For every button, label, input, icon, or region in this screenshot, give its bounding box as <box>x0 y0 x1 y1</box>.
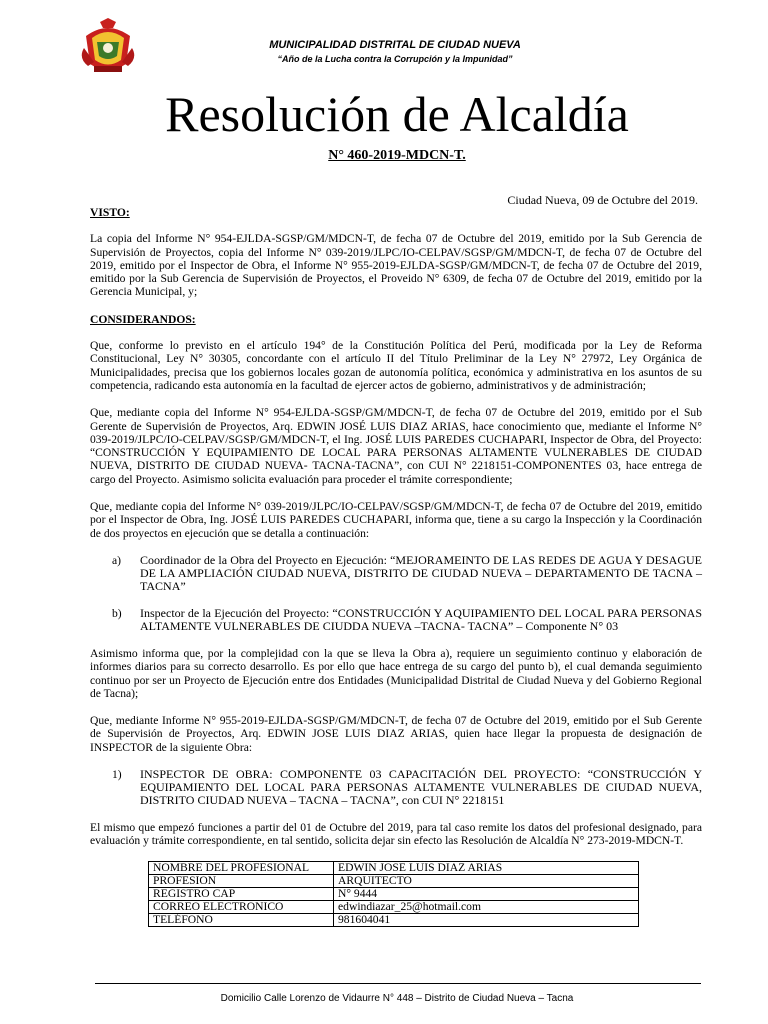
table-cell-label: TELÉFONO <box>149 913 334 926</box>
table-cell-value: EDWIN JOSE LUIS DIAZ ARIAS <box>334 861 639 874</box>
list-item-1 <box>90 768 702 807</box>
visto-paragraph: La copia del Informe N° 954-EJLDA-SGSP/GM/MDCN-T, de fecha 07 de Octubre del 2019, emitido por la Sub Gerencia de Supervisión de Proyectos, copia del Informe N° 039-2019/JLPC/IO-CELPAV/SGSP/GM/MDCN-T, de fecha 07 de Octubre del 2019, emitido por el Inspector de Obra, el Informe N° 955-2019-EJLDA-SGSP/GM/MDCN-T, de fecha 07 de Octubre del 2019, emitido por la Sub Gerencia de Supervisión de Proyectos, el Proveido N° 6309, de fecha 07 de Octubre del 2019, emitido por la Gerencia Municipal, y; <box>90 232 702 299</box>
list-item-a <box>90 554 702 593</box>
list-item-b <box>90 607 702 633</box>
list-marker: 1) <box>112 768 122 782</box>
table-cell-label: REGISTRO CAP <box>149 887 334 900</box>
considerando-paragraph-6: El mismo que empezó funciones a partir del 01 de Octubre del 2019, para tal caso remite los datos del profesional designado, para evaluación y trámite correspondiente, en tal sentido, solicita dejar sin efecto las Resolución de Alcaldía N° 273-2019-MDCN-T. <box>90 821 702 848</box>
resolution-number: N° 460-2019-MDCN-T. <box>328 148 466 163</box>
considerando-paragraph-2: Que, mediante copia del Informe N° 954-EJLDA-SGSP/GM/MDCN-T, de fecha 07 de Octubre del 2019, emitido por el Sub Gerente de Supervisión de Proyectos, Arq. EDWIN JOSÉ LUIS DIAZ ARIAS, hace conocimiento que, mediante el Informe N° 039-2019/JLPC/IO-CELPAV/SGSP/GM/MDCN-T, el Ing. JOSÉ LUIS PAREDES CUCHAPARI, Inspector de Obra, del Proyecto: “CONSTRUCCIÓN Y EQUIPAMIENTO DE LOCAL PARA PERSONAS ALTAMENTE VULNERABLES DE CIUDAD NUEVA, DISTRITO DE CIUDAD NUEVA- TACNA-TACNA”, con CUI N° 2218151-COMPONENTES 03, hace entrega de cargo del Proyecto. Asimismo solicita evaluación para proceder el trámite correspondiente; <box>90 406 702 486</box>
considerando-paragraph-3: Que, mediante copia del Informe N° 039-2019/JLPC/IO-CELPAV/SGSP/GM/MDCN-T, de fecha 07 de Octubre del 2019, emitido por el Inspector de Obra, Ing. JOSÉ LUIS PAREDES CUCHAPARI, informa que, tiene a su cargo la Inspección y la Coordinación de dos proyectos en ejecución que se detalla a continuación: <box>90 500 702 540</box>
table-row <box>149 900 639 913</box>
table-cell-label: CORREO ELECTRONICO <box>149 900 334 913</box>
list-text: INSPECTOR DE OBRA: COMPONENTE 03 CAPACITACIÓN DEL PROYECTO: “CONSTRUCCIÓN Y EQUIPAMIENTO DEL LOCAL PARA PERSONAS ALTAMENTE VULNERABLES DE CIUDAD NUEVA, DISTRITO CIUDAD NUEVA – TACNA – TACNA”, con CUI N° 2218151 <box>140 767 702 808</box>
professional-data-table <box>148 861 639 927</box>
table-row <box>149 913 639 926</box>
document-body <box>90 206 702 927</box>
table-cell-value: ARQUITECTO <box>334 874 639 887</box>
table-cell-value: N° 9444 <box>334 887 639 900</box>
table-cell-label: PROFESION <box>149 874 334 887</box>
table-cell-label: NOMBRE DEL PROFESIONAL <box>149 861 334 874</box>
list-text: Coordinador de la Obra del Proyecto en Ejecución: “MEJORAMEINTO DE LAS REDES DE AGUA Y DESAGUE DE LA AMPLIACIÓN CIUDAD NUEVA, DISTRITO DE CIUDAD NUEVA – DEPARTAMENTO DE TACNA – TACNA” <box>140 552 702 593</box>
table-row <box>149 874 639 887</box>
table-row <box>149 861 639 874</box>
visto-heading: VISTO: <box>90 206 130 219</box>
municipality-name: MUNICIPALIDAD DISTRITAL DE CIUDAD NUEVA <box>269 39 521 51</box>
date-line: Ciudad Nueva, 09 de Octubre del 2019. <box>507 193 698 207</box>
considerandos-heading: CONSIDERANDOS: <box>90 312 196 326</box>
list-marker: a) <box>112 553 122 567</box>
table-row <box>149 887 639 900</box>
considerando-paragraph-5: Que, mediante Informe N° 955-2019-EJLDA-SGSP/GM/MDCN-T, de fecha 07 de Octubre del 2019, emitido por el Sub Gerente de Supervisión de Proyectos, Arq. EDWIN JOSE LUIS DIAZ ARIAS, quien hace llegar la propuesta de designación de INSPECTOR de la siguiente Obra: <box>90 714 702 754</box>
considerando-paragraph-4: Asimismo informa que, por la complejidad con la que se lleva la Obra a), requiere un seguimiento continuo y elaboración de informes diarios para su correcto desarrollo. Es por ello que hace entrega de su cargo del punto b), el cual demanda seguimiento continuo por ser un Proyecto de Ejecución entre dos Entidades (Municipalidad Distrital de Ciudad Nueva y del Gobierno Regional de Tacna); <box>90 646 702 700</box>
considerando-paragraph-1: Que, conforme lo previsto en el artículo 194° de la Constitución Política del Perú, modificada por la Ley de Reforma Constitucional, Ley N° 30305, concordante con el artículo II del Título Preliminar de la Ley N° 27972, Ley Orgánica de Municipalidades, precisa que los gobiernos locales gozan de autonomía política, económica y administrativa en los asuntos de su competencia, radicando esta autonomía en la facultad de ejercer actos de gobierno, administrativos y de administración; <box>90 339 702 392</box>
footer-divider <box>95 983 701 984</box>
list-text: Inspector de la Ejecución del Proyecto: “CONSTRUCCIÓN Y AQUIPAMIENTO DEL LOCAL PARA PERSONAS ALTAMENTE VULNERABLES DE CIUDDA NUEVA –TACNA- TACNA” – Componente N° 03 <box>140 605 702 633</box>
document-title: Resolución de Alcaldía <box>165 86 629 142</box>
municipal-coat-of-arms-logo <box>80 18 136 76</box>
footer-address: Domicilio Calle Lorenzo de Vidaurre N° 448 – Distrito de Ciudad Nueva – Tacna <box>220 993 574 1004</box>
table-cell-value: 981604041 <box>334 913 639 926</box>
table-cell-value: edwindiazar_25@hotmail.com <box>334 900 639 913</box>
year-motto: “Año de la Lucha contra la Corrupción y la Impunidad” <box>277 54 513 64</box>
list-marker: b) <box>112 606 122 620</box>
